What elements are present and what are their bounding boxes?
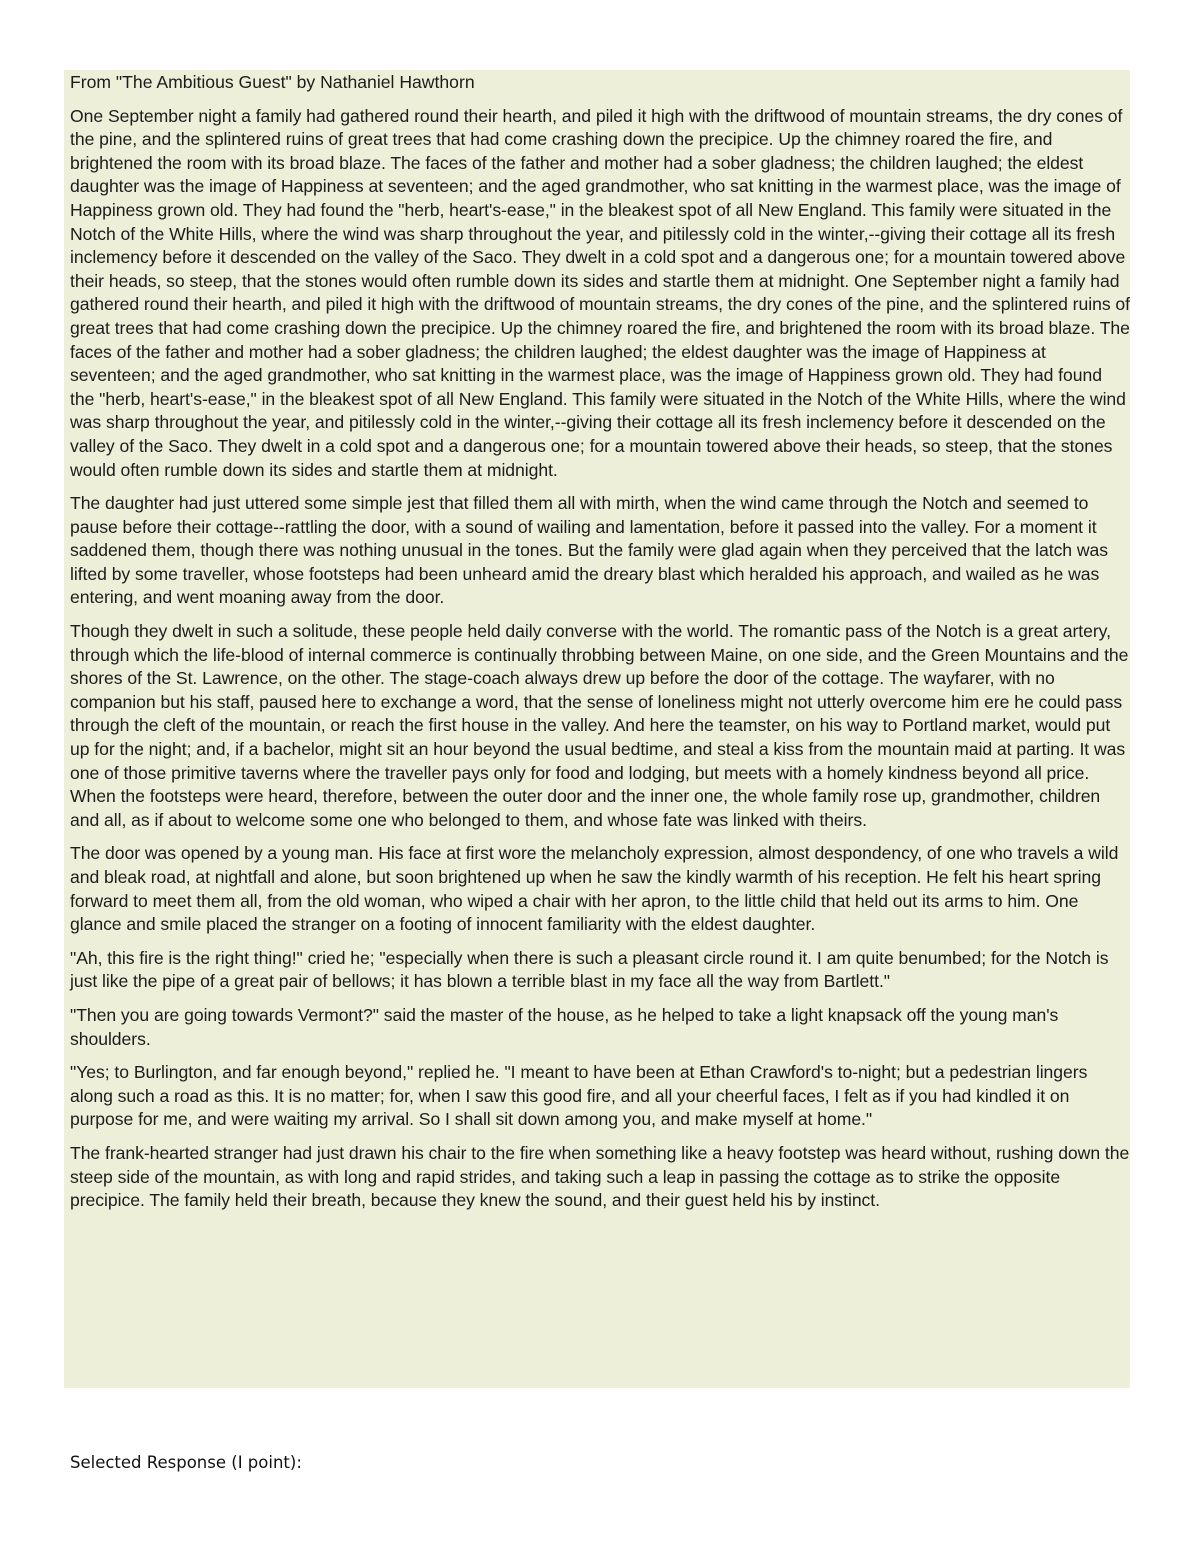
passage-paragraph-6: "Then you are going towards Vermont?" said the master of the house, as he helped to take a light knapsack off the young man's shoulders. <box>70 1004 1059 1049</box>
passage-box <box>64 70 1130 1388</box>
passage-paragraph-4: The door was opened by a young man. His face at first wore the melancholy expression, almost despondency, of one who travels a wild and bleak road, at nightfall and alone, but soon brightened up when he saw the kindly warmth of his reception. He felt his heart spring forward to meet them all, from the old woman, who wiped a chair with her apron, to the little child that held out its arms to him. One glance and smile placed the stranger on a footing of innocent familiarity with the eldest daughter. <box>70 843 1119 935</box>
passage-title: From "The Ambitious Guest" by Nathaniel Hawthorn <box>70 72 475 92</box>
passage-paragraph-3: Though they dwelt in such a solitude, these people held daily converse with the world. The romantic pass of the Notch is a great artery, through which the life-blood of internal commerce is continually throbbing between Maine, on one side, and the Green Mountains and the shores of the St. Lawrence, on the other. The stage-coach always drew up before the door of the cottage. The wayfarer, with no companion but his staff, paused here to exchange a word, that the sense of loneliness might not utterly overcome him ere he could pass through the cleft of the mountain, or reach the first house in the valley. And here the teamster, on his way to Portland market, would put up for the night; and, if a bachelor, might sit an hour beyond the usual bedtime, and steal a kiss from the mountain maid at parting. It was one of those primitive taverns where the traveller pays only for food and lodging, but meets with a homely kindness beyond all price. When the footsteps were heard, therefore, between the outer door and the inner one, the whole family rose up, grandmother, children and all, as if about to welcome some one who belonged to them, and whose fate was linked with theirs. <box>70 621 1129 830</box>
passage-paragraph-8: The frank-hearted stranger had just drawn his chair to the fire when something like a heavy footstep was heard without, rushing down the steep side of the mountain, as with long and rapid strides, and taking such a leap in passing the cottage as to strike the opposite precipice. The family held their breath, because they knew the sound, and their guest held his by instinct. <box>70 1142 1130 1211</box>
passage-paragraph-7: "Yes; to Burlington, and far enough beyond," replied he. "I meant to have been at Ethan Crawford's to-night; but a pedestrian lingers along such a road as this. It is no matter; for, when I saw this good fire, and all your cheerful faces, I felt as if you had kindled it on purpose for me, and were waiting my arrival. So I shall sit down among you, and make myself at home." <box>70 1062 1088 1130</box>
passage-paragraph-1: One September night a family had gathered round their hearth, and piled it high with the driftwood of mountain streams, the dry cones of the pine, and the splintered ruins of great trees that had come crashing down the precipice. Up the chimney roared the fire, and brightened the room with its broad blaze. The faces of the father and mother had a sober gladness; the children laughed; the eldest daughter was the image of Happiness at seventeen; and the aged grandmother, who sat knitting in the warmest place, was the image of Happiness grown old. They had found the "herb, heart's-ease," in the bleakest spot of all New England. This family were situated in the Notch of the White Hills, where the wind was sharp throughout the year, and pitilessly cold in the winter,--giving their cottage all its fresh inclemency before it descended on the valley of the Saco. They dwelt in a cold spot and a dangerous one; for a mountain towered above their heads, so steep, that the stones would often rumble down its sides and startle them at midnight. One September night a family had gathered round their hearth, and piled it high with the driftwood of mountain streams, the dry cones of the pine, and the splintered ruins of great trees that had come crashing down the precipice. Up the chimney roared the fire, and brightened the room with its broad blaze. The faces of the father and mother had a sober gladness; the children laughed; the eldest daughter was the image of Happiness at seventeen; and the aged grandmother, who sat knitting in the warmest place, was the image of Happiness grown old. They had found the "herb, heart's-ease," in the bleakest spot of all New England. This family were situated in the Notch of the White Hills, where the wind was sharp throughout the year, and pitilessly cold in the winter,--giving their cottage all its fresh inclemency before it descended on the valley of the Saco. They dwelt in a cold spot and a dangerous one; for a mountain towered above their heads, so steep, that the stones would often rumble down its sides and startle them at midnight. <box>70 105 1130 480</box>
passage-paragraph-2: The daughter had just uttered some simple jest that filled them all with mirth, when the wind came through the Notch and seemed to pause before their cottage--rattling the door, with a sound of wailing and lamentation, before it passed into the valley. For a moment it saddened them, though there was nothing unusual in the tones. But the family were glad again when they perceived that the latch was lifted by some traveller, whose footsteps had been unheard amid the dreary blast which heralded his approach, and wailed as he was entering, and went moaning away from the door. <box>70 493 1109 608</box>
selected-response-heading: Selected Response (I point): <box>70 1453 302 1472</box>
passage-paragraph-5: "Ah, this fire is the right thing!" cried he; "especially when there is such a pleasant circle round it. I am quite benumbed; for the Notch is just like the pipe of a great pair of bellows; it has blown a terrible blast in my face all the way from Bartlett." <box>70 947 1109 992</box>
